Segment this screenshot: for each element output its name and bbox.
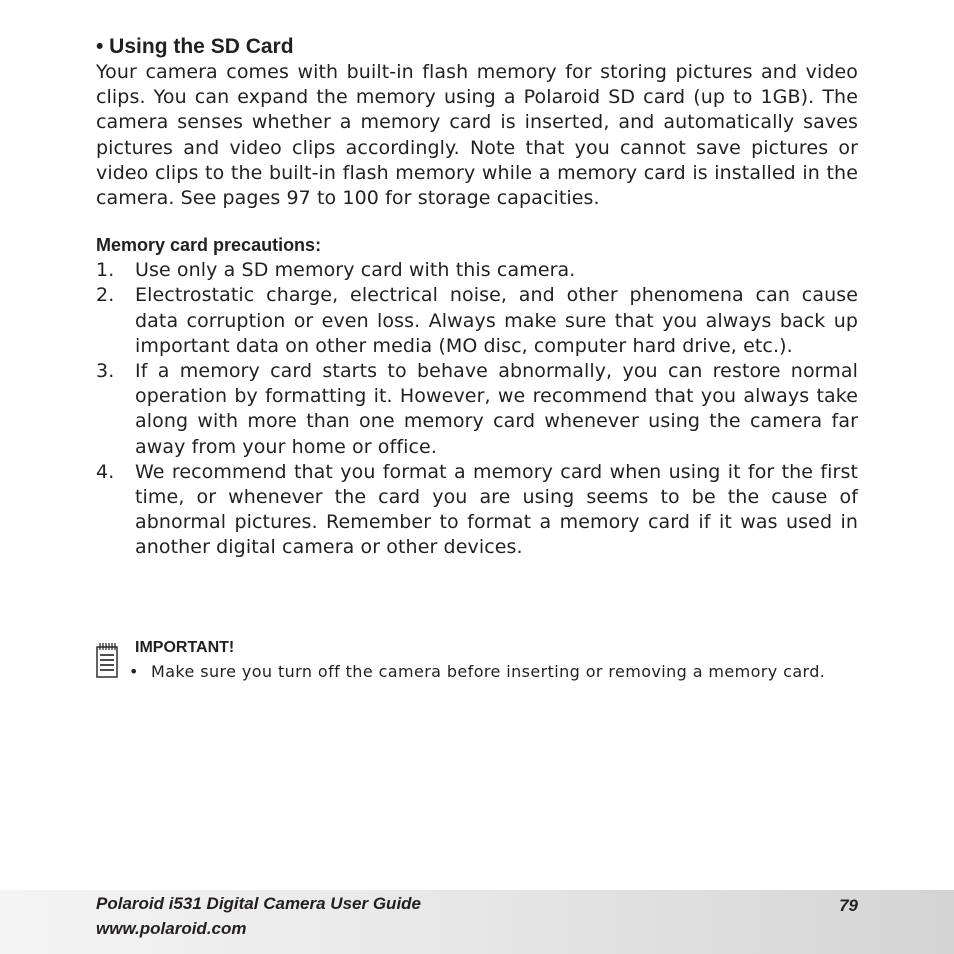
footer-title: Polaroid i531 Digital Camera User Guide xyxy=(96,894,422,913)
list-item xyxy=(96,258,858,283)
item-number: 3. xyxy=(96,360,115,383)
list-item xyxy=(96,460,858,561)
bullet: • xyxy=(129,662,139,681)
footer-url: www.polaroid.com xyxy=(96,919,247,938)
section-title: • Using the SD Card xyxy=(96,35,294,58)
precautions-list xyxy=(96,258,858,560)
precautions-heading: Memory card precautions: xyxy=(96,235,322,256)
item-text: We recommend that you format a memory card when using it for the first time, or whenever the card you are using seems to be the cause of abnormal pictures. Remember to format a memory card if it was used in another digital camera or other devices. xyxy=(135,460,858,559)
important-item xyxy=(129,660,858,683)
important-text: Make sure you turn off the camera before inserting or removing a memory card. xyxy=(151,662,826,681)
item-text: Use only a SD memory card with this camera. xyxy=(135,259,576,282)
page-footer xyxy=(0,890,954,954)
intro-paragraph: Your camera comes with built-in flash memory for storing pictures and video clips. You can expand the memory using a Polaroid SD card (up to 1GB). The camera senses whether a memory card is inserted, and automatically saves pictures and video clips accordingly. Note that you cannot save pictures or video clips to the built-in flash memory while a memory card is installed in the camera. See pages 97 to 100 for storage capacities. xyxy=(96,61,858,210)
important-title: IMPORTANT! xyxy=(135,639,235,656)
item-number: 4. xyxy=(96,460,115,483)
page-number: 79 xyxy=(839,896,858,915)
page-content xyxy=(96,34,858,561)
notepad-icon xyxy=(96,642,118,678)
list-item xyxy=(96,359,858,460)
item-number: 2. xyxy=(96,284,115,307)
item-number: 1. xyxy=(96,259,115,282)
list-item xyxy=(96,283,858,359)
item-text: If a memory card starts to behave abnormally, you can restore normal operation by formatting it. However, we recommend that you always take along with more than one memory card whenever using the camera far away from your home or office. xyxy=(135,360,858,458)
item-text: Electrostatic charge, electrical noise, and other phenomena can cause data corruption or even loss. Always make sure that you always back up important data on other media (MO disc, computer hard drive, etc.). xyxy=(135,284,858,357)
